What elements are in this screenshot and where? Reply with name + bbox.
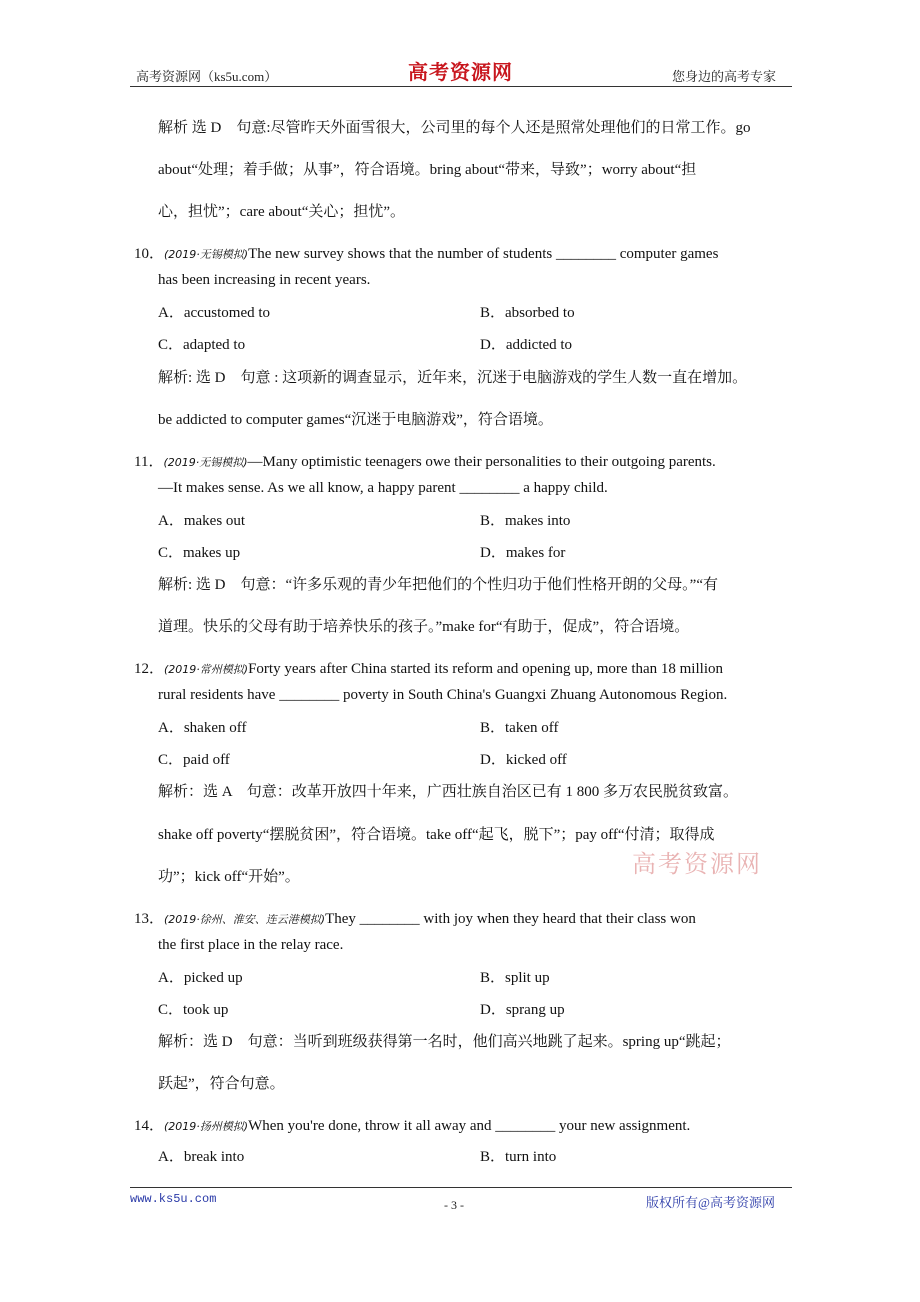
option-b: B．turn into	[480, 1149, 557, 1165]
question-text: They ________ with joy when they heard that their class won	[325, 911, 696, 927]
option-b: B．absorbed to	[480, 305, 575, 321]
option-d: D．sprang up	[480, 1002, 565, 1018]
explanation-line: 解析: 选 D 句意 : 这项新的调查显示，近年来，沉迷于电脑游戏的学生人数一直在增加。	[158, 370, 748, 386]
question-text: rural residents have ________ poverty in South China's Guangxi Zhuang Autonomous Region.	[158, 687, 728, 703]
question-text: has been increasing in recent years.	[158, 272, 371, 288]
watermark: 高考资源网	[632, 850, 762, 878]
option-a: A．shaken off	[158, 720, 247, 736]
explanation-line: 跃起”，符合句意。	[158, 1076, 285, 1092]
explanation-line: 解析: 选 D 句意：“许多乐观的青少年把他们的个性归功于他们性格开朗的父母。”“有	[158, 577, 718, 593]
option-a: A．makes out	[158, 513, 246, 529]
question-14-stem	[134, 1114, 690, 1135]
option-b: B．makes into	[480, 513, 571, 529]
header-slogan: 您身边的高考专家	[672, 69, 777, 84]
option-a: A．accustomed to	[158, 305, 271, 321]
question-source: (2019·扬州模拟)	[164, 1120, 249, 1133]
question-11-stem	[134, 450, 716, 471]
explanation-line: 道理。快乐的父母有助于培养快乐的孩子。”make for“有助于，促成”，符合语境。	[158, 619, 690, 635]
option-d: D．kicked off	[480, 752, 567, 768]
question-10-stem	[134, 242, 718, 263]
explanation-line: 功”；kick off“开始”。	[158, 869, 300, 885]
explanation-line: shake off poverty“摆脱贫困”，符合语境。take off“起飞，脱下”；pay off“付清；取得成	[158, 827, 715, 843]
explanation-line: 心，担忧”；care about“关心；担忧”。	[158, 204, 406, 220]
option-a: A．picked up	[158, 970, 243, 986]
footer-copyright: 版权所有@高考资源网	[646, 1195, 775, 1210]
explanation-line: 解析 选 D 句意:尽管昨天外面雪很大，公司里的每个人还是照常处理他们的日常工作。go	[158, 120, 751, 136]
question-text: the first place in the relay race.	[158, 937, 344, 953]
question-number: 11．	[134, 454, 164, 470]
explanation-line: about“处理；着手做；从事”，符合语境。bring about“带来，导致”；worry about“担	[158, 162, 697, 178]
option-c: C．makes up	[158, 545, 241, 561]
header-logo-text: 高考资源网	[408, 62, 513, 84]
header-site-name: 高考资源网（ks5u.com）	[136, 69, 278, 84]
question-text: —It makes sense. As we all know, a happy parent ________ a happy child.	[158, 480, 608, 496]
option-d: D．addicted to	[480, 337, 573, 353]
question-text: When you're done, throw it all away and ________ your new assignment.	[248, 1118, 691, 1134]
question-source: (2019·无锡模拟)	[163, 456, 248, 469]
question-source: (2019·徐州、淮安、连云港模拟)	[164, 913, 326, 926]
question-12-stem	[134, 657, 723, 678]
page-number: - 3 -	[444, 1198, 464, 1212]
explanation-line: 解析：选 A 句意：改革开放四十年来，广西壮族自治区已有 1 800 多万农民脱贫致富。	[158, 784, 739, 800]
question-text: The new survey shows that the number of students ________ computer games	[248, 246, 719, 262]
question-number: 12．	[134, 661, 165, 677]
option-d: D．makes for	[480, 545, 566, 561]
question-number: 10．	[134, 246, 165, 262]
option-a: A．break into	[158, 1149, 245, 1165]
explanation-line: 解析：选 D 句意：当听到班级获得第一名时，他们高兴地跳了起来。spring up“跳起；	[158, 1034, 731, 1050]
option-b: B．split up	[480, 970, 550, 986]
header-divider	[130, 86, 792, 87]
question-text: —Many optimistic teenagers owe their personalities to their outgoing parents.	[247, 454, 716, 470]
option-b: B．taken off	[480, 720, 559, 736]
question-13-stem	[134, 907, 696, 928]
option-c: C．took up	[158, 1002, 229, 1018]
question-source: (2019·常州模拟)	[164, 663, 249, 676]
option-c: C．paid off	[158, 752, 230, 768]
explanation-line: be addicted to computer games“沉迷于电脑游戏”，符合语境。	[158, 412, 553, 428]
footer-site-link[interactable]: www.ks5u.com	[130, 1192, 217, 1206]
question-number: 14．	[134, 1118, 165, 1134]
option-c: C．adapted to	[158, 337, 246, 353]
question-number: 13．	[134, 911, 165, 927]
footer-divider	[130, 1187, 792, 1188]
question-source: (2019·无锡模拟)	[164, 248, 249, 261]
question-text: Forty years after China started its reform and opening up, more than 18 million	[248, 661, 723, 677]
